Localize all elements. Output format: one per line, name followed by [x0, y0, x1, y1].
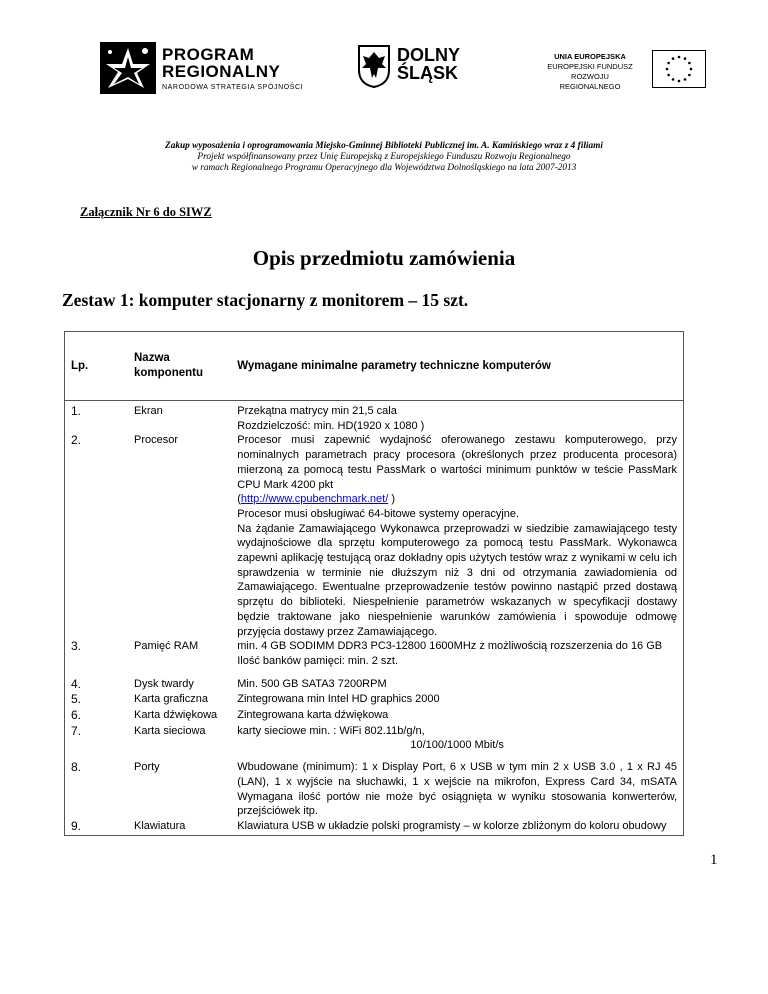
row-lp: 5.: [71, 692, 82, 707]
row-name: Karta dźwiękowa: [134, 709, 218, 722]
ue-line1: UNIA EUROPEJSKA: [554, 52, 626, 61]
row-desc-paragraph: Min. 500 GB SATA3 7200RPM: [237, 677, 387, 690]
row-lp: 8.: [71, 760, 82, 775]
eagle-shield-icon: [357, 44, 391, 88]
page-title: Opis przedmiotu zamówienia: [252, 246, 516, 270]
row-name: Dysk twardy: [134, 677, 194, 690]
row-name: Pamięć RAM: [134, 640, 199, 653]
table-row: [65, 724, 684, 760]
spec-table: [64, 331, 684, 836]
header-line3: w ramach Regionalnego Programu Operacyjnego dla Województwa Dolnośląskiego na lata 2007-2013: [191, 163, 577, 173]
row-lp: 7.: [71, 723, 82, 738]
logo-bar: [0, 40, 768, 100]
set-title: Zestaw 1: komputer stacjonarny z monitorem – 15 szt.: [62, 290, 469, 310]
link-paren-open: (: [237, 493, 241, 506]
project-header: [0, 141, 768, 174]
table-row: [65, 401, 684, 434]
cpubenchmark-link[interactable]: http://www.cpubenchmark.net/: [240, 493, 389, 506]
slask-text: ŚLĄSK: [397, 63, 459, 83]
row-desc-paragraph: Klawiatura USB w układzie polski programisty – w kolorze zbliżonym do koloru obudowy: [237, 819, 667, 832]
dolny-text: DOLNY: [397, 45, 460, 65]
eu-logo: [540, 50, 750, 100]
row-desc-paragraph: Na żądanie Zamawiającego Wykonawca przeprowadzi w siedzibie zamawiającego testy wydajnościowe dla sprzętu komputerowego za pomocą testu PassMark. Wykonawca zapewni aplikację testującą oraz dokładny opis użytych testów wraz z wynikami w celu ich sprawdzenia w terminie nie dłuższym niż 3 dni od otrzymania zawiadomienia od Zamawiającego. Ewentualne przeprowadzenie testów powinno nastąpić przed dostawą sprzętu do biblioteki. Niespełnienie parametrów wskazanych w specyfikacji dostawy będzie traktowane jako niespełnienie warunków zamówienia i spowoduje odmowę przyjęcia dostawy przez Zamawiającego.: [237, 522, 677, 638]
ue-line2: EUROPEJSKI FUNDUSZ: [547, 62, 633, 71]
row-name: Ekran: [134, 405, 163, 417]
table-row: [65, 708, 684, 724]
row-name: Karta graficzna: [134, 693, 208, 706]
table-row: [65, 639, 684, 676]
row-lp: 1.: [71, 404, 82, 418]
row-desc-paragraph: Ilość banków pamięci: min. 2 szt.: [237, 654, 399, 667]
row-lp: 4.: [71, 676, 82, 691]
attachment-label: Załącznik Nr 6 do SIWZ: [80, 205, 212, 219]
row-desc-paragraph: min. 4 GB SODIMM DDR3 PC3-12800 1600MHz z możliwością rozszerzenia do 16 GB: [237, 640, 663, 653]
table-row: [65, 677, 684, 693]
row-desc-paragraph: Zintegrowana min Intel HD graphics 2000: [237, 693, 440, 706]
row-desc-paragraph: Wbudowane (minimum): 1 x Display Port, 6 x USB w tym min 2 x USB 3.0 , 1 x RJ 45 (LAN), 1 x wyjście na słuchawki, 1 x wejście na mikrofon, Express Card 34, mSATA Wymagana ilość portów nie może być osiągnięta w wyniku stosowania konwerterów, przejściówek itp.: [237, 761, 677, 818]
row-desc-line: Rozdzielczość: min. HD(1920 x 1080 ): [237, 419, 425, 432]
program-regionalny-logo: [100, 42, 320, 98]
star-emblem-icon: [100, 42, 156, 94]
ue-line3: ROZWOJU REGIONALNEGO: [559, 72, 621, 91]
table-header-row: [65, 332, 684, 401]
header-lp: Lp.: [65, 332, 135, 401]
row-desc-paragraph: Zintegrowana karta dźwiękowa: [237, 709, 389, 722]
program-line2: REGIONALNY: [162, 62, 281, 81]
table-row: [65, 760, 684, 819]
row-name: Karta sieciowa: [134, 724, 206, 737]
table-row: [65, 692, 684, 708]
table-row: [65, 819, 684, 835]
row-desc-paragraph: karty sieciowe min. : WiFi 802.11b/g/n,: [237, 724, 425, 737]
link-paren-close: ): [388, 493, 396, 506]
row-lp: 3.: [71, 639, 82, 654]
row-desc-paragraph: 10/100/1000 Mbit/s: [410, 739, 504, 752]
header-line2: Projekt współfinansowany przez Unię Europejską z Europejskiego Funduszu Rozwoju Regionalnego: [197, 152, 571, 162]
row-lp: 9.: [71, 818, 82, 833]
row-desc-line: Przekątna matrycy min 21,5 cala: [237, 405, 397, 417]
row-name: Porty: [134, 761, 160, 774]
row-desc-paragraph: Procesor musi obsługiwać 64-bitowe systemy operacyjne.: [237, 507, 520, 520]
header-name: Nazwa komponentu: [134, 332, 237, 401]
row-lp: 6.: [71, 708, 82, 723]
header-desc: Wymagane minimalne parametry techniczne komputerów: [237, 332, 683, 401]
row-name: Klawiatura: [134, 819, 186, 832]
program-line3: NARODOWA STRATEGIA SPÓJNOŚCI: [162, 84, 304, 91]
row-desc-paragraph: Procesor musi zapewnić wydajność oferowanego zestawu komputerowego, przy nominalnych parametrach pracy procesora (określonych przez producenta procesora) mierzoną za pomocą testu PassMark o wartości minimum punktów w teście PassMark CPU Mark 4200 pkt: [237, 434, 677, 491]
header-line1: Zakup wyposażenia i oprogramowania Miejsko-Gminnej Biblioteki Publicznej im. A. Kamińskiego wraz z 4 filiami: [165, 141, 603, 151]
dolny-slask-logo: [357, 44, 487, 96]
row-name: Procesor: [134, 434, 179, 447]
eu-flag-icon: [652, 50, 706, 88]
page-number: 1: [710, 852, 718, 868]
program-line1: PROGRAM: [162, 45, 255, 64]
table-row: [65, 433, 684, 639]
row-lp: 2.: [71, 433, 82, 448]
